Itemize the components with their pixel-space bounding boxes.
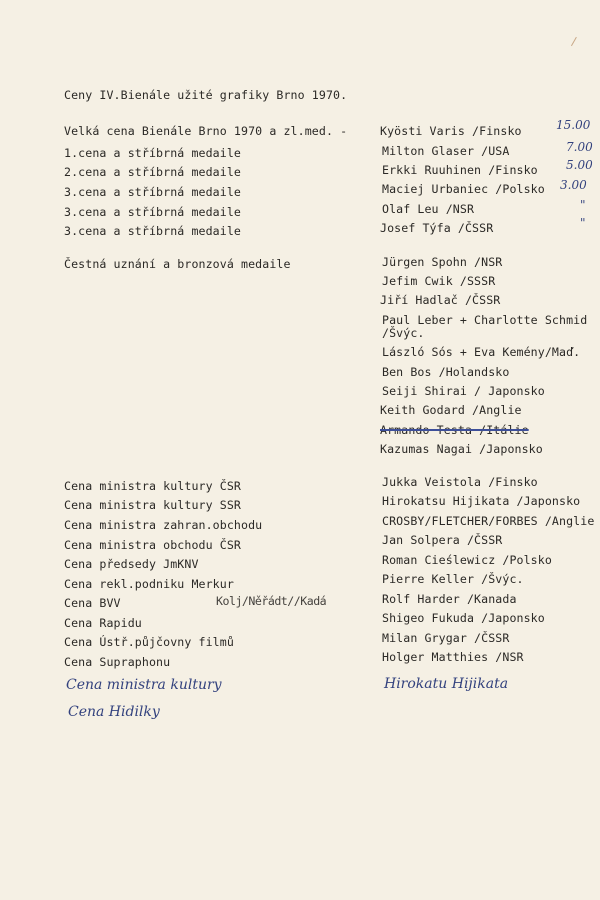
prize-award-2: 2.cena a stříbrná medaile (64, 165, 242, 179)
honorable-label: Čestná uznání a bronzová medaile (64, 257, 291, 271)
honorable-winner-0: Jürgen Spohn /NSR (382, 255, 503, 269)
prize-winner-1: Milton Glaser /USA (382, 144, 510, 158)
prize-winner-0: Kyösti Varis /Finsko (380, 124, 522, 138)
other-award-0: Cena ministra kultury ČSR (64, 479, 242, 493)
other-winner-4: Roman Cieślewicz /Polsko (382, 553, 552, 567)
honorable-winner-2: Jiří Hadlač /ČSSR (380, 293, 501, 307)
other-award-7: Cena Rapidu (64, 616, 142, 630)
honorable-winner-6: Seiji Shirai / Japonsko (382, 384, 545, 398)
honorable-winner-4: László Sós + Eva Kemény/Maď. (382, 345, 581, 359)
other-award-9: Cena Supraphonu (64, 655, 171, 669)
handwritten-amount-2: 5.00 (566, 158, 593, 172)
honorable-winner-struck: Armando Testa /Itálie (380, 423, 529, 437)
other-winner-5: Pierre Keller /Švýc. (382, 572, 524, 586)
prize-winner-5: Josef Týfa /ČSSR (380, 221, 494, 235)
honorable-winner-3: Paul Leber + Charlotte Schmid (382, 313, 588, 327)
other-winner-0: Jukka Veistola /Finsko (382, 475, 538, 489)
pencil-mark (571, 37, 582, 49)
other-award-1: Cena ministra kultury SSR (64, 498, 242, 512)
honorable-winner-3-country: /Švýc. (382, 326, 425, 340)
handwritten-amount-0: 15.00 (556, 118, 591, 132)
other-winner-8: Milan Grygar /ČSSR (382, 631, 510, 645)
prize-winner-2: Erkki Ruuhinen /Finsko (382, 163, 538, 177)
prize-winner-3: Maciej Urbaniec /Polsko (382, 182, 545, 196)
other-winner-7: Shigeo Fukuda /Japonsko (382, 611, 545, 625)
prize-winner-4: Olaf Leu /NSR (382, 202, 475, 216)
other-award-3: Cena ministra obchodu ČSR (64, 538, 242, 552)
other-winner-3: Jan Solpera /ČSSR (382, 533, 503, 547)
other-winner-1: Hirokatsu Hijikata /Japonsko (382, 494, 581, 508)
other-award-2: Cena ministra zahran.obchodu (64, 518, 263, 532)
ditto-mark-4: " (580, 198, 586, 212)
handwritten-note-left-1: Cena ministra kultury (66, 677, 222, 693)
honorable-winner-1: Jefim Cwik /SSSR (382, 274, 496, 288)
handwritten-amount-1: 7.00 (566, 140, 593, 154)
crossed-out-text: Kolj/Něřádt//Kadá (216, 594, 327, 608)
other-winner-6: Rolf Harder /Kanada (382, 592, 517, 606)
other-award-4: Cena předsedy JmKNV (64, 557, 199, 571)
handwritten-amount-3: 3.00 (560, 178, 587, 192)
ditto-mark-5: " (580, 216, 586, 230)
honorable-winner-5: Ben Bos /Holandsko (382, 365, 510, 379)
honorable-winner-7: Keith Godard /Anglie (380, 403, 522, 417)
other-award-5: Cena rekl.podniku Merkur (64, 577, 234, 591)
prize-award-0: Velká cena Bienále Brno 1970 a zl.med. - (64, 124, 348, 138)
other-award-8: Cena Ústř.půjčovny filmů (64, 635, 234, 649)
prize-award-3: 3.cena a stříbrná medaile (64, 185, 242, 199)
handwritten-note-right: Hirokatu Hijikata (384, 676, 509, 692)
prize-award-5: 3.cena a stříbrná medaile (64, 224, 242, 238)
other-award-6: Cena BVV (64, 596, 121, 610)
prize-award-4: 3.cena a stříbrná medaile (64, 205, 242, 219)
other-winner-9: Holger Matthies /NSR (382, 650, 524, 664)
other-winner-2: CROSBY/FLETCHER/FORBES /Anglie (382, 514, 595, 528)
honorable-winner-9: Kazumas Nagai /Japonsko (380, 442, 543, 456)
prize-award-1: 1.cena a stříbrná medaile (64, 146, 242, 160)
document-title: Ceny IV.Bienále užité grafiky Brno 1970. (64, 88, 348, 102)
handwritten-note-left-2: Cena Hidilky (68, 704, 160, 720)
